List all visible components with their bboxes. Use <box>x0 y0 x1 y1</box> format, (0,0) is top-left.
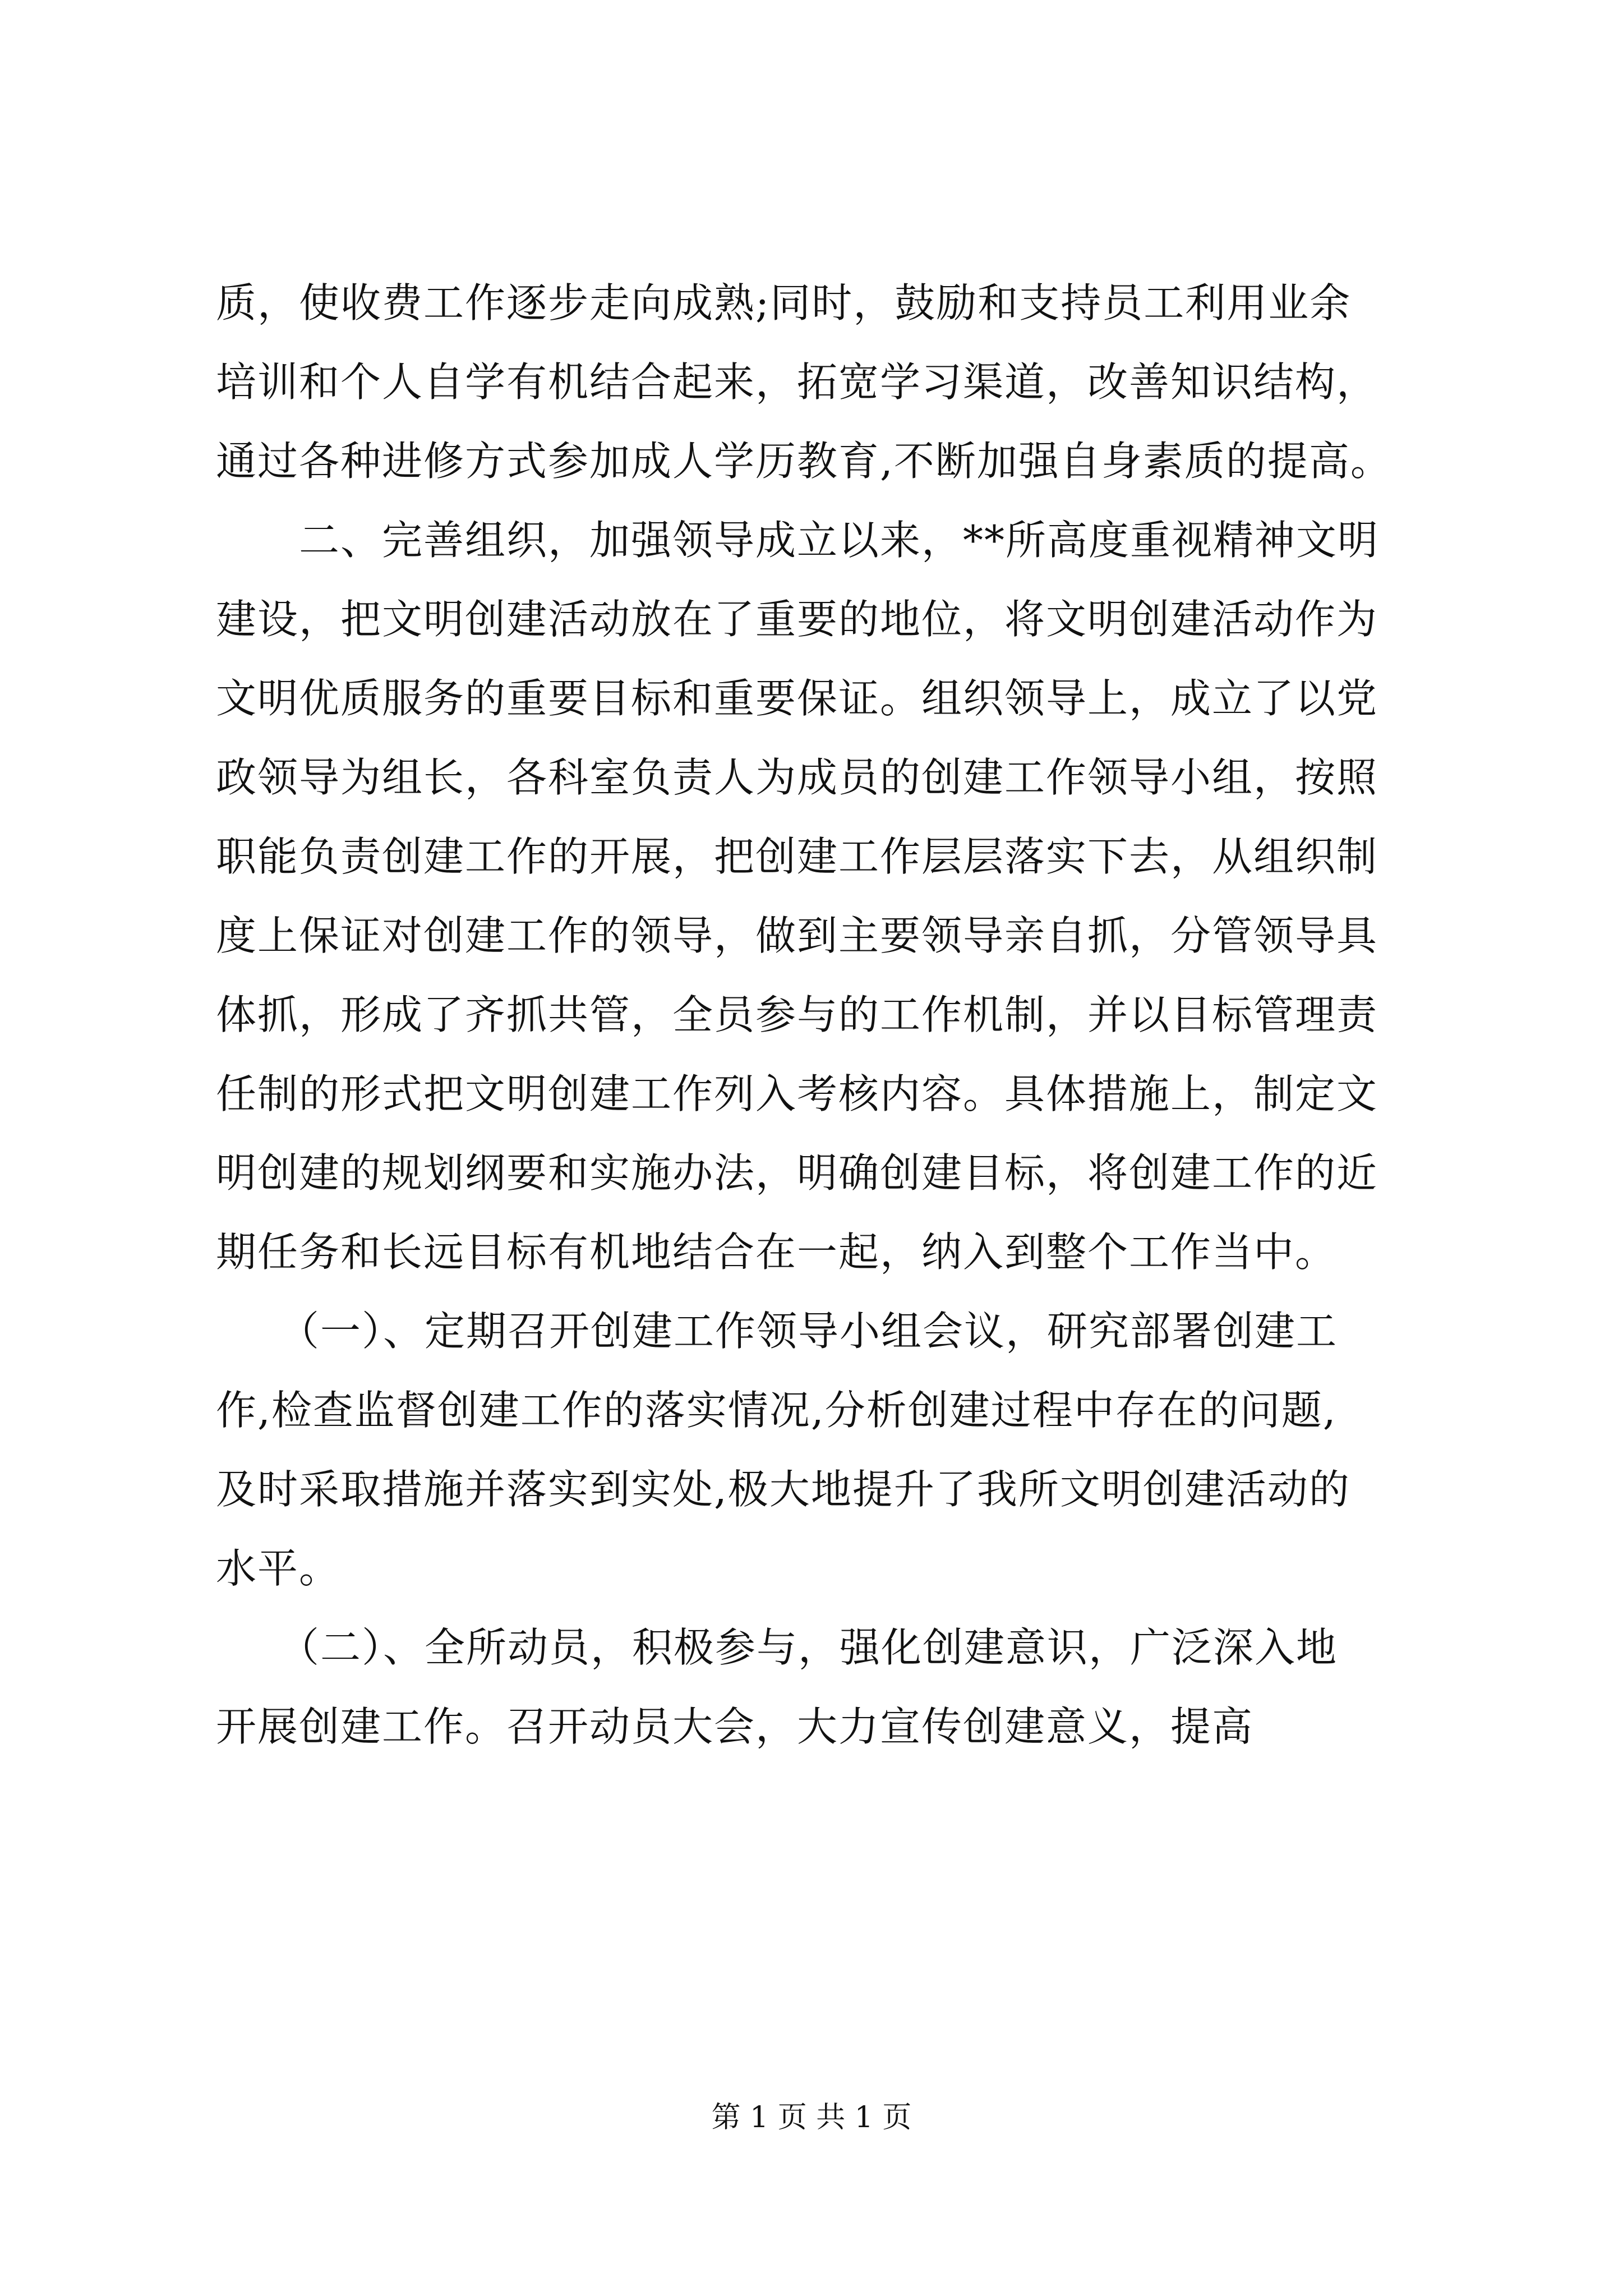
text-line: 期任务和长远目标有机地结合在一起，纳入到整个工作当中。 <box>216 1228 1337 1276</box>
text-line: 及时采取措施并落实到实处,极大地提升了我所文明创建活动的 <box>216 1466 1350 1513</box>
text-line: 建设，把文明创建活动放在了重要的地位，将文明创建活动作为 <box>216 596 1378 643</box>
text-line: 水平。 <box>216 1545 341 1592</box>
document-body <box>216 264 1438 1766</box>
text-line: 明创建的规划纲要和实施办法，明确创建目标，将创建工作的近 <box>216 1149 1378 1197</box>
text-line: 度上保证对创建工作的领导，做到主要领导亲自抓，分管领导具 <box>216 912 1378 959</box>
text-line: （二）、全所动员，积极参与，强化创建意识，广泛深入地 <box>216 1624 1338 1671</box>
text-line: 作,检查监督创建工作的落实情况,分析创建过程中存在的问题, <box>216 1387 1337 1434</box>
text-line: 开展创建工作。召开动员大会，大力宣传创建意义，提高 <box>216 1703 1254 1750</box>
text-line: （一）、定期召开创建工作领导小组会议，研究部署创建工 <box>216 1308 1338 1355</box>
text-line: 二、完善组织，加强领导成立以来，**所高度重视精神文明 <box>216 517 1380 564</box>
page-number-indicator: 第 1 页 共 1 页 <box>711 2101 912 2134</box>
text-line: 政领导为组长，各科室负责人为成员的创建工作领导小组，按照 <box>216 754 1378 801</box>
text-line: 通过各种进修方式参加成人学历教育,不断加强自身素质的提高。 <box>216 438 1392 485</box>
text-line: 职能负责创建工作的开展，把创建工作层层落实下去，从组织制 <box>216 833 1378 880</box>
text-line: 文明优质服务的重要目标和重要保证。组织领导上，成立了以党 <box>216 675 1378 722</box>
text-line: 质，使收费工作逐步走向成熟;同时，鼓励和支持员工利用业余 <box>216 279 1352 326</box>
text-line: 体抓，形成了齐抓共管，全员参与的工作机制，并以目标管理责 <box>216 991 1378 1038</box>
page-footer <box>0 2101 1623 2134</box>
text-line: 培训和个人自学有机结合起来，拓宽学习渠道，改善知识结构， <box>216 358 1378 406</box>
text-line: 任制的形式把文明创建工作列入考核内容。具体措施上，制定文 <box>216 1070 1378 1117</box>
